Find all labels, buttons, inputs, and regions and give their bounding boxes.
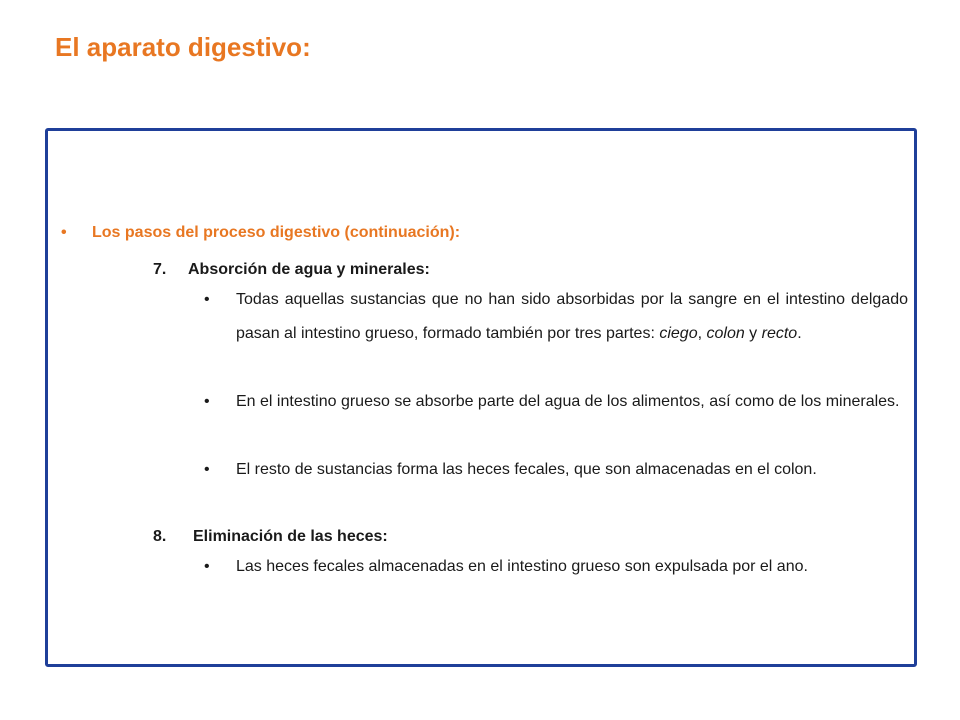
step-7-bullet-1-text-before: Todas aquellas sustancias que no han sido absorbidas por la sangre en el intestino delgado pasan al intestino grueso, formado también por tres partes: — [236, 291, 908, 342]
section-heading: Los pasos del proceso digestivo (continuación): — [92, 224, 461, 241]
page-title: El aparato digestivo: — [55, 32, 311, 62]
step-7-bullet-1-marker: • — [204, 291, 210, 308]
term-recto: recto — [761, 325, 798, 342]
term-colon: colon — [706, 325, 745, 342]
step-8-bullet-1-text: Las heces fecales almacenadas en el intestino grueso son expulsada por el ano. — [236, 558, 808, 575]
sep-2: y — [744, 325, 762, 342]
step-8-bullet-1-marker: • — [204, 558, 210, 575]
step-7-bullet-2-text: En el intestino grueso se absorbe parte del agua de los alimentos, así como de los minerales. — [236, 393, 900, 410]
step-7-bullet-3-text: El resto de sustancias forma las heces fecales, que son almacenadas en el colon. — [236, 461, 817, 478]
step-7-bullet-1-text — [236, 283, 908, 351]
step-7-bullet-3-marker: • — [204, 461, 210, 478]
sentence-end: . — [797, 325, 802, 342]
term-ciego: ciego — [659, 325, 698, 342]
step-7-title: Absorción de agua y minerales: — [188, 261, 430, 278]
content-box — [45, 128, 917, 667]
section-bullet: • — [61, 224, 67, 241]
step-8-number: 8. — [153, 528, 167, 545]
step-8-title: Eliminación de las heces: — [193, 528, 388, 545]
step-7-bullet-2-marker: • — [204, 393, 210, 410]
sep-1: , — [697, 325, 707, 342]
step-7-number: 7. — [153, 261, 167, 278]
